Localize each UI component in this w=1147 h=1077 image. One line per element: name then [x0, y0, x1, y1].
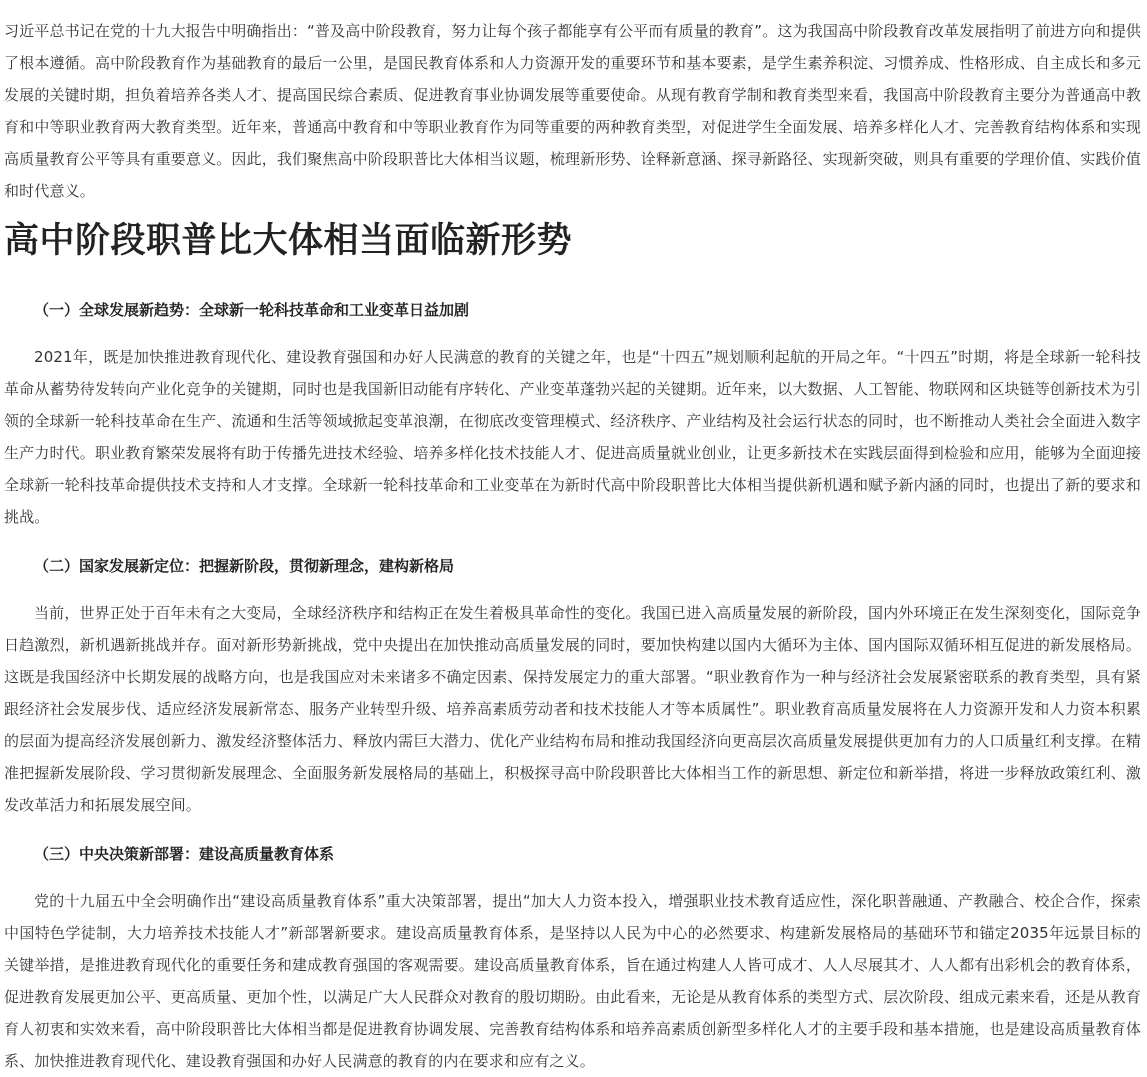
- subsection-heading-central-decision: （三）中央决策新部署：建设高质量教育体系: [34, 845, 335, 863]
- intro-paragraph: 习近平总书记在党的十九大报告中明确指出：“普及高中阶段教育，努力让每个孩子都能享有公平而有质量的教育”。这为我国高中阶段教育改革发展指明了前进方向和提供了根本遵循。高中阶段教育作为基础教育的最后一公里，是国民教育体系和人力资源开发的重要环节和基本要素，是学生素养积淀、习惯养成、性格形成、自主成长和多元发展的关键时期，担负着培养各类人才、提高国民综合素质、促进教育事业协调发展等重要使命。从现有教育学制和教育类型来看，我国高中阶段教育主要分为普通高中教育和中等职业教育两大教育类型。近年来，普通高中教育和中等职业教育作为同等重要的两种教育类型，对促进学生全面发展、培养多样化人才、完善教育结构体系和实现高质量教育公平等具有重要意义。因此，我们聚焦高中阶段职普比大体相当议题，梳理新形势、诠释新意涵、探寻新路径、实现新突破，则具有重要的学理价值、实践价值和时代意义。: [4, 22, 1141, 200]
- subsection-body-national-positioning: 当前，世界正处于百年未有之大变局，全球经济秩序和结构正在发生着极具革命性的变化。我国已进入高质量发展的新阶段，国内外环境正在发生深刻变化，国际竞争日趋激烈，新机遇新挑战并存。面对新形势新挑战，党中央提出在加快推动高质量发展的同时，要加快构建以国内大循环为主体、国内国际双循环相互促进的新发展格局。这既是我国经济中长期发展的战略方向，也是我国应对未来诸多不确定因素、保持发展定力的重大部署。“职业教育作为一种与经济社会发展紧密联系的教育类型，具有紧跟经济社会发展步伐、适应经济发展新常态、服务产业转型升级、培养高素质劳动者和技术技能人才等本质属性”。职业教育高质量发展将在人力资源开发和人力资本积累的层面为提高经济发展创新力、激发经济整体活力、释放内需巨大潜力、优化产业结构布局和推动我国经济向更高层次高质量发展提供更加有力的人口质量红利支撑。在精准把握新发展阶段、学习贯彻新发展理念、全面服务新发展格局的基础上，积极探寻高中阶段职普比大体相当工作的新思想、新定位和新举措，将进一步释放政策红利、激发改革活力和拓展发展空间。: [4, 604, 1141, 814]
- subsection-heading-national-positioning: （二）国家发展新定位：把握新阶段，贯彻新理念，建构新格局: [34, 557, 455, 575]
- subsection-body-central-decision: 党的十九届五中全会明确作出“建设高质量教育体系”重大决策部署，提出“加大人力资本投入，增强职业技术教育适应性，深化职普融通、产教融合、校企合作，探索中国特色学徒制，大力培养技术技能人才”新部署新要求。建设高质量教育体系，是坚持以人民为中心的必然要求、构建新发展格局的基础环节和锚定2035年远景目标的关键举措，是推进教育现代化的重要任务和建成教育强国的客观需要。建设高质量教育体系，旨在通过构建人人皆可成才、人人尽展其才、人人都有出彩机会的教育体系，促进教育发展更加公平、更高质量、更加个性，以满足广大人民群众对教育的殷切期盼。由此看来，无论是从教育体系的类型方式、层次阶段、组成元素来看，还是从教育育人初衷和实效来看，高中阶段职普比大体相当都是促进教育协调发展、完善教育结构体系和培养高素质创新型多样化人才的主要手段和基本措施，也是建设高质量教育体系、加快推进教育现代化、建设教育强国和办好人民满意的教育的内在要求和应有之义。: [4, 892, 1141, 1070]
- section-title: 高中阶段职普比大体相当面临新形势: [4, 221, 573, 261]
- subsection-body-global-trend: 2021年，既是加快推进教育现代化、建设教育强国和办好人民满意的教育的关键之年，也是“十四五”规划顺利起航的开局之年。“十四五”时期，将是全球新一轮科技革命从蓄势待发转向产业化竞争的关键期，同时也是我国新旧动能有序转化、产业变革蓬勃兴起的关键期。近年来，以大数据、人工智能、物联网和区块链等创新技术为引领的全球新一轮科技革命在生产、流通和生活等领域掀起变革浪潮，在彻底改变管理模式、经济秩序、产业结构及社会运行状态的同时，也不断推动人类社会全面进入数字生产力时代。职业教育繁荣发展将有助于传播先进技术经验、培养多样化技术技能人才、促进高质量就业创业，让更多新技术在实践层面得到检验和应用，能够为全面迎接全球新一轮科技革命提供技术支持和人才支撑。全球新一轮科技革命和工业变革在为新时代高中阶段职普比大体相当提供新机遇和赋予新内涵的同时，也提出了新的要求和挑战。: [4, 348, 1141, 526]
- subsection-heading-global-trend: （一）全球发展新趋势：全球新一轮科技革命和工业变革日益加剧: [34, 301, 470, 319]
